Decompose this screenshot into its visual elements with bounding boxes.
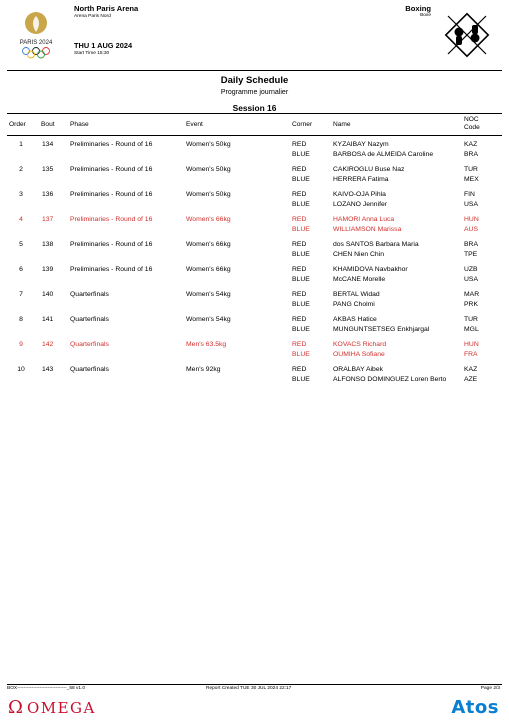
blue-corner: BLUE [292,176,310,183]
cell-bout: 137 [42,216,54,223]
cell-event: Men's 92kg [186,366,221,373]
blue-noc: FRA [464,351,478,358]
blue-boxer-name: OUMIHA Sofiane [333,351,385,358]
cell-noc [464,340,479,360]
cell-name [333,365,446,385]
column-header-corner: Corner [292,121,313,128]
blue-boxer-name: McCANE Morelle [333,276,386,283]
cell-noc [464,190,478,210]
red-noc: FIN [464,191,475,198]
cell-noc [464,265,478,285]
blue-noc: MEX [464,176,479,183]
cell-phase: Preliminaries - Round of 16 [70,216,153,223]
cell-corner [292,315,310,335]
blue-corner: BLUE [292,351,310,358]
cell-phase: Quarterfinals [70,366,109,373]
footer-report-code: BOX-------------------------------_58 v1.0 [7,686,86,691]
cell-corner [292,290,310,310]
cell-phase: Quarterfinals [70,291,109,298]
column-header-noc-line2: Code [464,124,480,131]
cell-corner [292,365,310,385]
blue-noc: TPE [464,251,478,258]
cell-order: 7 [19,291,23,298]
blue-corner: BLUE [292,326,310,333]
table-row [7,263,502,288]
red-noc: MAR [464,291,480,298]
red-corner: RED [292,366,307,373]
blue-boxer-name: BARBOSA de ALMEIDA Caroline [333,151,434,158]
red-corner: RED [292,141,307,148]
cell-order: 10 [17,366,25,373]
red-corner: RED [292,341,307,348]
cell-name [333,315,429,335]
table-row [7,138,502,163]
cell-noc [464,215,479,235]
omega-logo [8,697,96,719]
red-noc: TUR [464,316,478,323]
cell-event: Women's 54kg [186,316,231,323]
cell-noc [464,290,479,310]
cell-bout: 134 [42,141,54,148]
blue-noc: AZE [464,376,478,383]
report-header [0,0,509,72]
red-noc: BRA [464,241,478,248]
footer-report-created: Report Created TUE 30 JUL 2024 22:17 [206,686,292,691]
cell-phase: Preliminaries - Round of 16 [70,166,153,173]
table-row [7,288,502,313]
cell-name [333,190,387,210]
schedule-date: THU 1 AUG 2024 [74,41,133,50]
omega-symbol-icon: Ω [8,697,23,718]
cell-corner [292,340,310,360]
red-boxer-name: CAKIROGLU Buse Naz [333,166,405,173]
cell-phase: Quarterfinals [70,316,109,323]
blue-noc: BRA [464,151,478,158]
footer-divider [7,684,502,685]
table-row [7,313,502,338]
blue-boxer-name: ALFONSO DOMINGUEZ Loren Berto [333,376,447,383]
cell-corner [292,165,310,185]
red-boxer-name: HAMORI Anna Luca [333,216,395,223]
column-header-noc-line1: NOC [464,116,479,123]
cell-corner [292,190,310,210]
cell-phase: Quarterfinals [70,341,109,348]
blue-noc: USA [464,201,478,208]
cell-name [333,240,419,260]
cell-noc [464,315,479,335]
cell-event: Women's 50kg [186,166,231,173]
cell-corner [292,240,310,260]
cell-event: Women's 66kg [186,266,231,273]
red-boxer-name: AKBAS Hatice [333,316,377,323]
table-row [7,188,502,213]
cell-phase: Preliminaries - Round of 16 [70,141,153,148]
red-boxer-name: ORALBAY Aibek [333,366,383,373]
cell-order: 2 [19,166,23,173]
red-boxer-name: BERTAL Widad [333,291,380,298]
blue-boxer-name: HERRERA Fatima [333,176,389,183]
table-row [7,163,502,188]
cell-bout: 136 [42,191,54,198]
red-corner: RED [292,316,307,323]
red-boxer-name: dos SANTOS Barbara Maria [333,241,419,248]
cell-bout: 141 [42,316,54,323]
atos-logo: Atos [451,697,499,718]
cell-event: Women's 50kg [186,141,231,148]
cell-name [333,340,386,360]
column-header-noc [464,116,480,132]
red-corner: RED [292,166,307,173]
red-noc: UZB [464,266,478,273]
schedule-table-body [7,138,502,388]
blue-corner: BLUE [292,376,310,383]
cell-name [333,165,404,185]
blue-corner: BLUE [292,151,310,158]
red-noc: HUN [464,341,479,348]
paris-2024-logo [12,8,60,60]
cell-order: 3 [19,191,23,198]
table-row [7,338,502,363]
table-row [7,213,502,238]
table-row [7,238,502,263]
red-corner: RED [292,216,307,223]
blue-boxer-name: CHEN Nien Chin [333,251,384,258]
blue-corner: BLUE [292,276,310,283]
boxing-pictogram-icon [442,10,492,60]
blue-corner: BLUE [292,226,310,233]
cell-bout: 143 [42,366,54,373]
blue-noc: PRK [464,301,478,308]
cell-noc [464,140,478,160]
cell-noc [464,240,478,260]
cell-bout: 140 [42,291,54,298]
cell-name [333,265,408,285]
red-boxer-name: KHAMIDOVA Navbakhor [333,266,408,273]
red-corner: RED [292,191,307,198]
cell-corner [292,215,310,235]
cell-noc [464,165,479,185]
start-time: Start Time 15:30 [74,51,110,56]
cell-order: 4 [19,216,23,223]
cell-order: 6 [19,266,23,273]
header-divider [7,70,502,71]
cell-bout: 139 [42,266,54,273]
blue-boxer-name: MUNGUNTSETSEG Enkhjargal [333,326,430,333]
column-header-phase: Phase [70,121,89,128]
cell-bout: 138 [42,241,54,248]
blue-boxer-name: PANG Cholmi [333,301,375,308]
cell-event: Women's 50kg [186,191,231,198]
red-boxer-name: KAIVO-OJA Pihla [333,191,386,198]
column-header-order: Order [9,121,26,128]
red-noc: KAZ [464,141,478,148]
cell-bout: 135 [42,166,54,173]
cell-event: Women's 66kg [186,216,231,223]
footer-page-number: Page 2/3 [480,686,500,691]
blue-noc: AUS [464,226,478,233]
red-boxer-name: KOVACS Richard [333,341,387,348]
venue-subtitle: Arena Paris Nord [74,14,111,19]
omega-wordmark: OMEGA [26,699,96,717]
red-corner: RED [292,266,307,273]
cell-event: Women's 66kg [186,241,231,248]
blue-corner: BLUE [292,251,310,258]
red-noc: KAZ [464,366,478,373]
cell-event: Men's 63.5kg [186,341,227,348]
blue-corner: BLUE [292,201,310,208]
sport-name: Boxing [405,4,431,13]
blue-noc: MGL [464,326,479,333]
column-header-name: Name [333,121,351,128]
cell-phase: Preliminaries - Round of 16 [70,266,153,273]
cell-order: 1 [19,141,23,148]
cell-event: Women's 54kg [186,291,231,298]
cell-corner [292,140,310,160]
cell-phase: Preliminaries - Round of 16 [70,191,153,198]
red-boxer-name: KYZAIBAY Nazym [333,141,389,148]
red-noc: TUR [464,166,478,173]
session-title: Session 16 [232,103,277,113]
svg-text:PARIS 2024: PARIS 2024 [19,40,53,46]
page-subtitle: Programme journalier [220,89,289,96]
red-corner: RED [292,291,307,298]
sport-subtitle: Boxe [420,13,431,18]
cell-order: 5 [19,241,23,248]
cell-phase: Preliminaries - Round of 16 [70,241,153,248]
blue-boxer-name: LOZANO Jennifer [333,201,388,208]
cell-name [333,290,380,310]
cell-name [333,215,401,235]
blue-boxer-name: WILLIAMSON Marissa [333,226,402,233]
column-header-bout: Bout [41,121,55,128]
blue-noc: USA [464,276,478,283]
red-noc: HUN [464,216,479,223]
table-header [7,113,502,136]
cell-bout: 142 [42,341,54,348]
red-corner: RED [292,241,307,248]
cell-order: 8 [19,316,23,323]
venue-name: North Paris Arena [74,4,139,13]
cell-order: 9 [19,341,23,348]
page-title: Daily Schedule [220,75,289,86]
table-row [7,363,502,388]
blue-corner: BLUE [292,301,310,308]
column-header-event: Event [186,121,203,128]
cell-corner [292,265,310,285]
cell-name [333,140,433,160]
cell-noc [464,365,477,385]
